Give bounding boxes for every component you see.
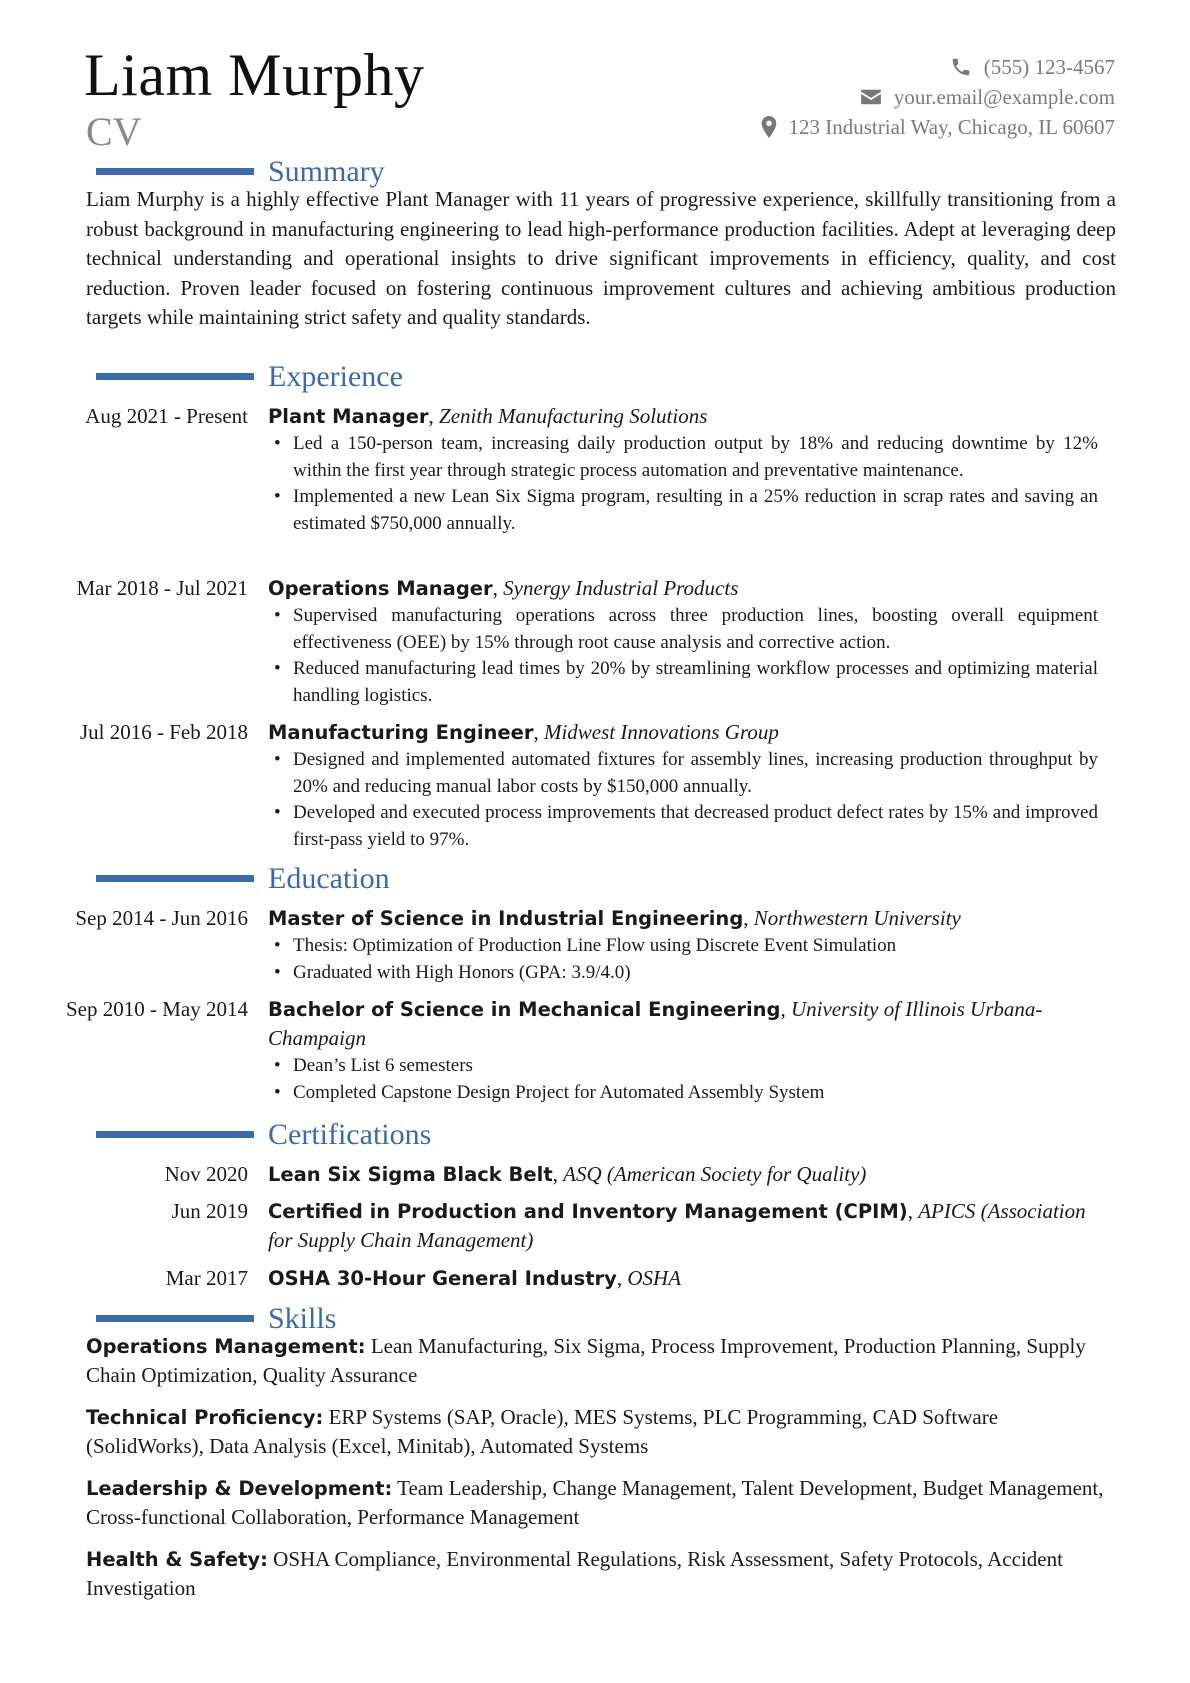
skill-category: Operations Management: — [86, 1335, 366, 1358]
section-accent-bar — [96, 1315, 254, 1322]
skill-items: OSHA Compliance, Environmental Regulations, Risk Assessment, Safety Protocols, Accident Investigation — [86, 1547, 1063, 1600]
bullet-list — [268, 431, 1098, 537]
entry-body — [268, 574, 1098, 709]
entry-body — [268, 904, 1098, 986]
contact-phone — [761, 52, 1115, 82]
skill-category: Technical Proficiency: — [86, 1406, 324, 1429]
issuer-name: OSHA — [627, 1266, 682, 1290]
entry-date: Sep 2010 - May 2014 — [66, 997, 248, 1021]
entry-date: Mar 2018 - Jul 2021 — [76, 576, 248, 600]
entry-date: Jun 2019 — [171, 1199, 248, 1223]
section-title: Certifications — [268, 1118, 432, 1151]
list-item: • Developed and executed process improvements that decreased product defect rates by 15% and improved first-pass yield to 97%. — [268, 800, 1098, 853]
bullet-list — [268, 933, 1098, 986]
company-name: Synergy Industrial Products — [503, 576, 739, 600]
contact-address — [761, 112, 1115, 142]
section-title: Experience — [268, 360, 403, 393]
section-skills — [0, 1302, 1190, 1336]
list-item: • Reduced manufacturing lead times by 20% by streamlining workflow processes and optimizing material handling logistics. — [268, 656, 1098, 709]
list-item: • Implemented a new Lean Six Sigma program, resulting in a 25% reduction in scrap rates and saving an estimated $750,000 annually. — [268, 484, 1098, 537]
list-item: • Designed and implemented automated fixtures for assembly lines, increasing production throughput by 20% and reducing manual labor costs by $150,000 annually. — [268, 747, 1098, 800]
skill-items: Team Leadership, Change Management, Talent Development, Budget Management, Cross-functional Collaboration, Performance Management — [86, 1476, 1104, 1529]
bullet-list — [268, 603, 1098, 709]
list-item: • Thesis: Optimization of Production Line Flow using Discrete Event Simulation — [268, 933, 1098, 960]
address-text: 123 Industrial Way, Chicago, IL 60607 — [788, 115, 1115, 139]
issuer-name: ASQ (American Society for Quality) — [563, 1162, 867, 1186]
degree-title: Master of Science in Industrial Engineering — [268, 907, 744, 930]
skills-list — [86, 1332, 1116, 1616]
skill-row — [86, 1403, 1116, 1461]
certification-name: OSHA 30-Hour General Industry — [268, 1267, 617, 1290]
entry-date: Sep 2014 - Jun 2016 — [75, 906, 248, 930]
entry-heading: Bachelor of Science in Mechanical Engineering, University of Illinois Urbana-Champaign — [268, 997, 1043, 1050]
skill-category: Health & Safety: — [86, 1548, 268, 1571]
entry-heading: Manufacturing Engineer, Midwest Innovations Group — [268, 720, 779, 744]
section-summary — [0, 155, 1190, 189]
entry-heading: Lean Six Sigma Black Belt, ASQ (American Society for Quality) — [268, 1162, 867, 1186]
list-item: • Completed Capstone Design Project for Automated Assembly System — [268, 1080, 1098, 1107]
list-item: • Graduated with High Honors (GPA: 3.9/4.0) — [268, 960, 1098, 987]
job-title: Operations Manager — [268, 577, 493, 600]
list-item: • Dean’s List 6 semesters — [268, 1053, 1098, 1080]
entry-date: Aug 2021 - Present — [85, 404, 248, 428]
contact-email — [761, 82, 1115, 112]
entry-body — [268, 1264, 1098, 1293]
section-education — [0, 862, 1190, 896]
section-title: Skills — [268, 1302, 337, 1335]
entry-body — [268, 1160, 1098, 1189]
contact-block — [761, 52, 1115, 142]
skill-row — [86, 1474, 1116, 1532]
entry-body — [268, 1197, 1098, 1255]
bullet-list — [268, 747, 1098, 853]
job-title: Plant Manager — [268, 405, 429, 428]
issuer-name: APICS (Association for Supply Chain Management) — [268, 1199, 1086, 1252]
list-item: • Led a 150-person team, increasing daily production output by 18% and reducing downtime by 12% within the first year through strategic process automation and preventative maintenance. — [268, 431, 1098, 484]
entry-date: Mar 2017 — [165, 1266, 248, 1290]
entry-date: Nov 2020 — [164, 1162, 248, 1186]
envelope-icon — [860, 88, 882, 106]
entry-heading: Master of Science in Industrial Engineering, Northwestern University — [268, 906, 961, 930]
section-title: Summary — [268, 155, 385, 188]
skill-row — [86, 1332, 1116, 1390]
job-title: Manufacturing Engineer — [268, 721, 534, 744]
school-name: Northwestern University — [753, 906, 961, 930]
section-accent-bar — [96, 168, 254, 175]
entry-heading: Plant Manager, Zenith Manufacturing Solutions — [268, 404, 708, 428]
company-name: Midwest Innovations Group — [543, 720, 779, 744]
certification-name: Lean Six Sigma Black Belt — [268, 1163, 553, 1186]
school-name: University of Illinois Urbana-Champaign — [268, 997, 1043, 1050]
summary-text: Liam Murphy is a highly effective Plant Manager with 11 years of progressive experience, skillfully transitioning from a robust background in manufacturing engineering to lead high-performance production facilities. Adept at leveraging deep technical understanding and operational insights to drive significant improvements in efficiency, quality, and cost reduction. Proven leader focused on fostering continuous improvement cultures and achieving ambitious production targets while maintaining strict safety and quality standards. — [86, 187, 1116, 330]
document-subtitle: CV — [86, 109, 142, 154]
email-text[interactable]: your.email@example.com — [893, 85, 1115, 109]
entry-heading: Operations Manager, Synergy Industrial Products — [268, 576, 739, 600]
skill-items: Lean Manufacturing, Six Sigma, Process Improvement, Production Planning, Supply Chain Optimization, Quality Assurance — [86, 1334, 1086, 1387]
skill-category: Leadership & Development: — [86, 1477, 393, 1500]
entry-heading: Certified in Production and Inventory Management (CPIM), APICS (Association for Supply Chain Management) — [268, 1199, 1086, 1252]
section-experience — [0, 360, 1190, 394]
entry-body — [268, 995, 1098, 1106]
section-title: Education — [268, 862, 390, 895]
entry-body — [268, 402, 1098, 537]
phone-text: (555) 123-4567 — [983, 55, 1115, 79]
list-item: • Supervised manufacturing operations across three production lines, boosting overall equipment effectiveness (OEE) by 15% through root cause analysis and corrective action. — [268, 603, 1098, 656]
certification-name: Certified in Production and Inventory Management (CPIM) — [268, 1200, 908, 1223]
entry-date: Jul 2016 - Feb 2018 — [80, 720, 248, 744]
phone-icon — [950, 56, 972, 78]
section-accent-bar — [96, 373, 254, 380]
skill-row — [86, 1545, 1116, 1603]
map-pin-icon — [761, 116, 777, 138]
section-accent-bar — [96, 875, 254, 882]
bullet-list — [268, 1053, 1098, 1106]
section-accent-bar — [96, 1131, 254, 1138]
entry-body — [268, 718, 1098, 853]
company-name: Zenith Manufacturing Solutions — [439, 404, 708, 428]
degree-title: Bachelor of Science in Mechanical Engineering — [268, 998, 781, 1021]
entry-heading: OSHA 30-Hour General Industry, OSHA — [268, 1266, 682, 1290]
section-certifications — [0, 1118, 1190, 1152]
candidate-name: Liam Murphy — [84, 42, 425, 108]
skill-items: ERP Systems (SAP, Oracle), MES Systems, PLC Programming, CAD Software (SolidWorks), Data Analysis (Excel, Minitab), Automated Systems — [86, 1405, 999, 1458]
